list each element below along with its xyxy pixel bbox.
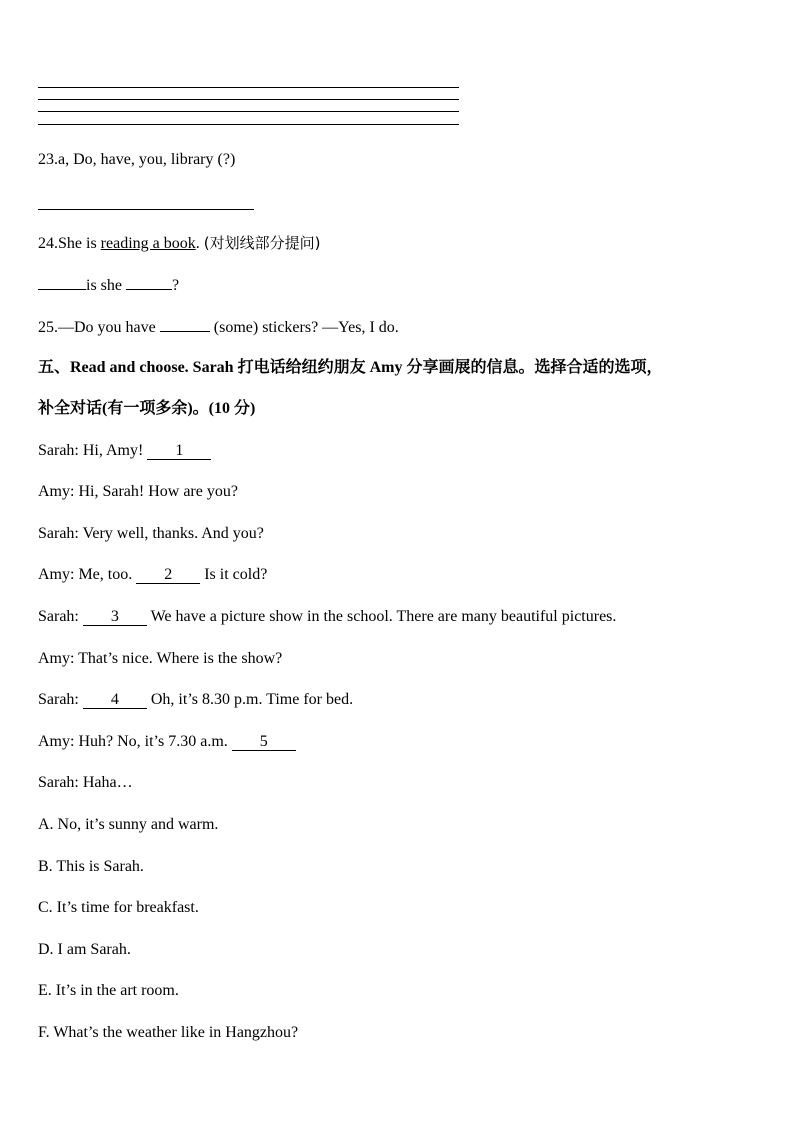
answer-blank-5[interactable]: 5 [232, 734, 296, 751]
question-24-answer-end: ? [172, 277, 180, 294]
question-25 [38, 316, 399, 338]
dialogue-text: Amy: That’s nice. Where is the show? [38, 650, 283, 667]
dialogue-text: Sarah: Very well, thanks. And you? [38, 525, 264, 542]
option-text: D. I am Sarah. [38, 941, 131, 958]
dialogue-line [38, 773, 133, 793]
answer-line-4 [38, 124, 459, 125]
option-a [38, 815, 218, 835]
question-25-suffix: (some) stickers? —Yes, I do. [213, 319, 399, 336]
section-5-heading [38, 358, 662, 378]
dialogue-line [38, 690, 353, 710]
answer-blank-3[interactable]: 3 [83, 609, 147, 626]
section-5-heading-cont [38, 399, 255, 419]
dialogue-text: Sarah: Hi, Amy! [38, 442, 148, 459]
answer-line-3 [38, 111, 459, 112]
option-text: A. No, it’s sunny and warm. [38, 816, 219, 833]
answer-blank-4[interactable]: 4 [83, 692, 147, 709]
option-c [38, 898, 199, 918]
answer-blank[interactable] [38, 274, 86, 290]
question-24-underlined: reading a book [100, 235, 196, 252]
section-5-line-2: 补全对话(有一项多余)。(10 分) [38, 400, 256, 417]
dialogue-line [38, 482, 238, 502]
section-5-line-1: 五、Read and choose. Sarah 打电话给纽约朋友 Amy 分享画展的信息。选择合适的选项， [38, 359, 663, 376]
dialogue-text: Sarah: Haha… [38, 774, 133, 791]
question-24-answer-mid: is she [86, 277, 122, 294]
answer-blank[interactable] [160, 316, 210, 332]
dialogue-line [38, 565, 267, 585]
option-text: B. This is Sarah. [38, 858, 144, 875]
option-d [38, 940, 131, 960]
option-text: C. It’s time for breakfast. [38, 899, 199, 916]
dialogue-text: Amy: Hi, Sarah! How are you? [38, 483, 238, 500]
dialogue-line [38, 441, 211, 461]
question-25-prefix: 25.—Do you have [38, 319, 160, 336]
dialogue-text: Sarah: [38, 608, 83, 625]
question-24 [38, 233, 320, 254]
question-23 [38, 150, 235, 170]
dialogue-text: Sarah: [38, 691, 83, 708]
dialogue-text: Oh, it’s 8.30 p.m. Time for bed. [146, 691, 354, 708]
option-e [38, 981, 179, 1001]
question-24-note: (对划线部分提问) [203, 234, 321, 252]
dialogue-line [38, 649, 282, 669]
dialogue-line [38, 732, 296, 752]
dialogue-text: We have a picture show in the school. There are many beautiful pictures. [146, 608, 617, 625]
question-24-answer [38, 274, 179, 296]
dialogue-text: Amy: Huh? No, it’s 7.30 a.m. [38, 733, 232, 750]
dialogue-text: Amy: Me, too. [38, 566, 137, 583]
option-b [38, 857, 144, 877]
answer-line-1 [38, 87, 459, 88]
question-24-prefix: 24.She is [38, 235, 101, 252]
option-f [38, 1023, 298, 1043]
answer-line-2 [38, 99, 459, 100]
option-text: E. It’s in the art room. [38, 982, 179, 999]
answer-blank-2[interactable]: 2 [136, 567, 200, 584]
question-23-answer-line [38, 209, 254, 210]
dialogue-line [38, 607, 616, 627]
answer-blank[interactable] [126, 274, 172, 290]
dialogue-line [38, 524, 264, 544]
question-23-text: 23.a, Do, have, you, library (?) [38, 151, 236, 168]
answer-blank-1[interactable]: 1 [147, 443, 211, 460]
option-text: F. What’s the weather like in Hangzhou? [38, 1024, 299, 1041]
question-24-suffix: . [195, 235, 204, 252]
dialogue-text: Is it cold? [200, 566, 268, 583]
